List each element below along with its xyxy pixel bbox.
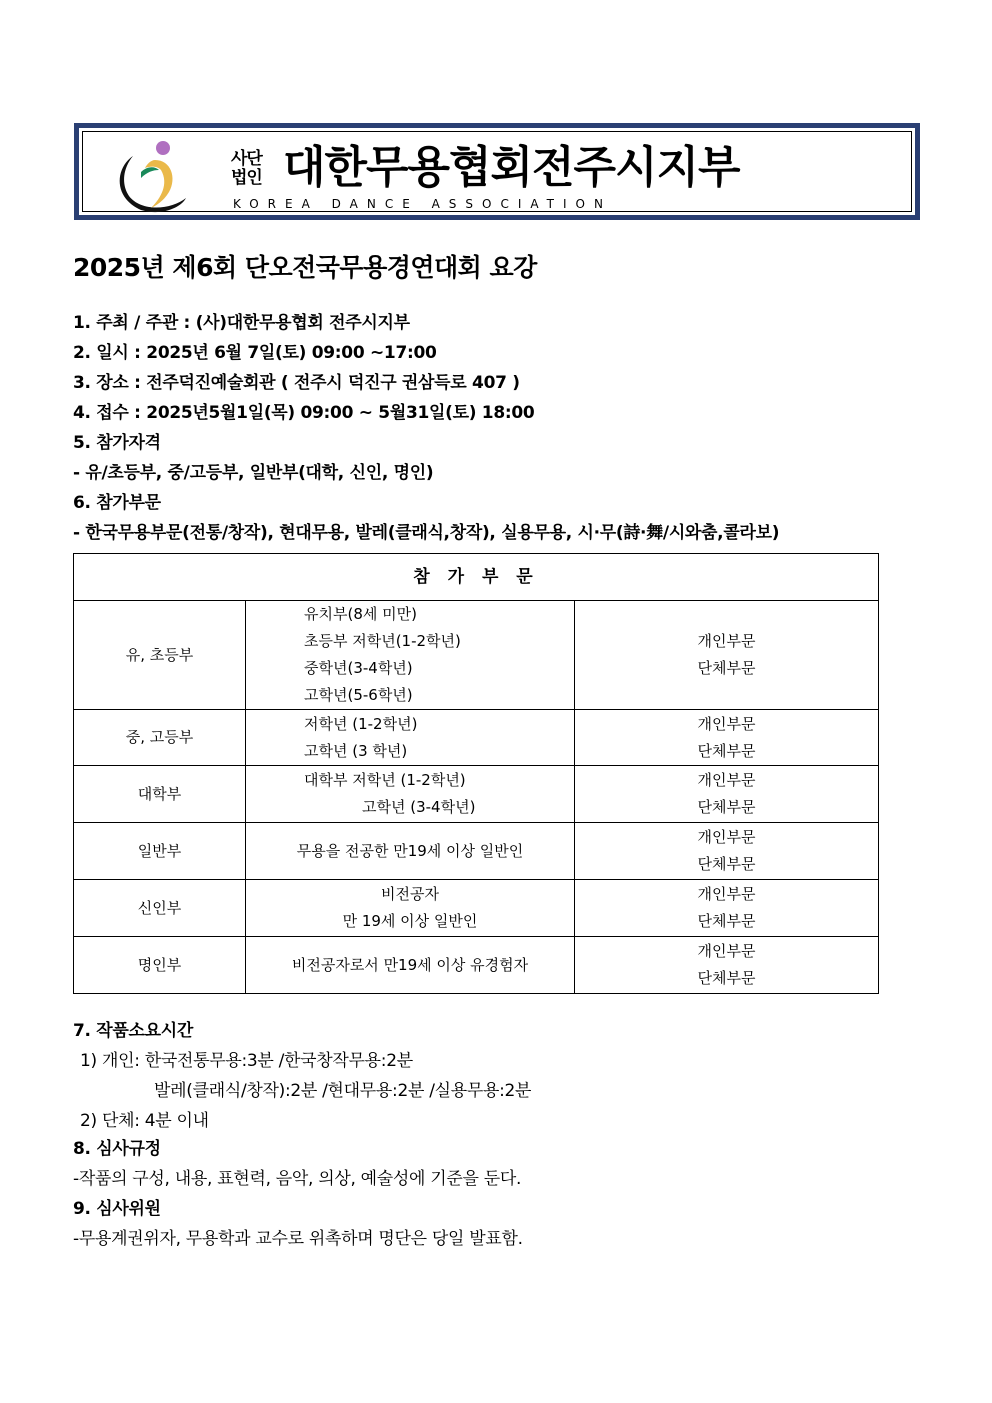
details-cell: 비전공자 만 19세 이상 일반인 bbox=[246, 880, 575, 937]
item-categories-title: 6. 참가부문 bbox=[73, 493, 161, 513]
organization-name: 대한무용협회전주시지부 bbox=[283, 142, 740, 193]
association-logo-icon bbox=[111, 138, 191, 218]
group-cell: 일반부 bbox=[74, 823, 246, 880]
table-row bbox=[74, 937, 879, 994]
table-row bbox=[74, 766, 879, 823]
document-title: 2025년 제6회 단오전국무용경연대회 요강 bbox=[73, 253, 537, 282]
types-cell: 개인부문 단체부문 bbox=[575, 823, 879, 880]
group-cell: 대학부 bbox=[74, 766, 246, 823]
item-categories: - 한국무용부문(전통/창작), 현대무용, 발레(클래식,창작), 실용무용, 시·무(詩·舞/시와춤,콜라보) bbox=[73, 523, 780, 543]
details-cell: 비전공자로서 만19세 이상 유경험자 bbox=[246, 937, 575, 994]
section9-text: -무용계권위자, 무용학과 교수로 위촉하며 명단은 당일 발표함. bbox=[73, 1229, 523, 1249]
section7-individual-2: 발레(클래식/창작):2분 /현대무용:2분 /실용무용:2분 bbox=[154, 1081, 532, 1101]
types-cell: 개인부문 단체부문 bbox=[575, 937, 879, 994]
corp-label: 사단 법인 bbox=[231, 149, 262, 188]
section7-title: 7. 작품소요시간 bbox=[73, 1021, 194, 1041]
header-banner bbox=[74, 123, 920, 220]
table-header: 참 가 부 문 bbox=[74, 554, 879, 601]
table-row bbox=[74, 823, 879, 880]
table-row bbox=[74, 601, 879, 710]
types-cell: 개인부문 단체부문 bbox=[575, 880, 879, 937]
group-cell: 중, 고등부 bbox=[74, 710, 246, 766]
english-name: KOREA DANCE ASSOCIATION bbox=[233, 197, 612, 211]
details-cell: 무용을 전공한 만19세 이상 일반인 bbox=[246, 823, 575, 880]
item-registration: 4. 접수 : 2025년5월1일(목) 09:00 ~ 5월31일(토) 18:00 bbox=[73, 403, 535, 423]
table-row bbox=[74, 710, 879, 766]
group-cell: 유, 초등부 bbox=[74, 601, 246, 710]
group-cell: 명인부 bbox=[74, 937, 246, 994]
section7-individual: 1) 개인: 한국전통무용:3분 /한국창작무용:2분 bbox=[80, 1051, 413, 1071]
group-cell: 신인부 bbox=[74, 880, 246, 937]
item-venue: 3. 장소 : 전주덕진예술회관 ( 전주시 덕진구 권삼득로 407 ) bbox=[73, 373, 520, 393]
table-row bbox=[74, 880, 879, 937]
details-cell: 저학년 (1-2학년) 고학년 (3 학년) bbox=[246, 710, 575, 766]
details-cell: 유치부(8세 미만) 초등부 저학년(1-2학년) 중학년(3-4학년) 고학년(5-6학년) bbox=[246, 601, 575, 710]
item-eligibility: - 유/초등부, 중/고등부, 일반부(대학, 신인, 명인) bbox=[73, 463, 434, 483]
types-cell: 개인부문 단체부문 bbox=[575, 766, 879, 823]
section8-title: 8. 심사규정 bbox=[73, 1139, 161, 1159]
item-eligibility-title: 5. 참가자격 bbox=[73, 433, 161, 453]
types-cell: 개인부문 단체부문 bbox=[575, 710, 879, 766]
section8-text: -작품의 구성, 내용, 표현력, 음악, 의상, 예술성에 기준을 둔다. bbox=[73, 1169, 522, 1189]
section7-group: 2) 단체: 4분 이내 bbox=[80, 1111, 209, 1131]
categories-table bbox=[73, 553, 879, 994]
section9-title: 9. 심사위원 bbox=[73, 1199, 161, 1219]
item-host: 1. 주최 / 주관 : (사)대한무용협회 전주시지부 bbox=[73, 313, 410, 333]
item-date: 2. 일시 : 2025년 6월 7일(토) 09:00 ~17:00 bbox=[73, 343, 437, 363]
details-cell: 대학부 저학년 (1-2학년) 고학년 (3-4학년) bbox=[246, 766, 575, 823]
types-cell: 개인부문 단체부문 bbox=[575, 601, 879, 710]
